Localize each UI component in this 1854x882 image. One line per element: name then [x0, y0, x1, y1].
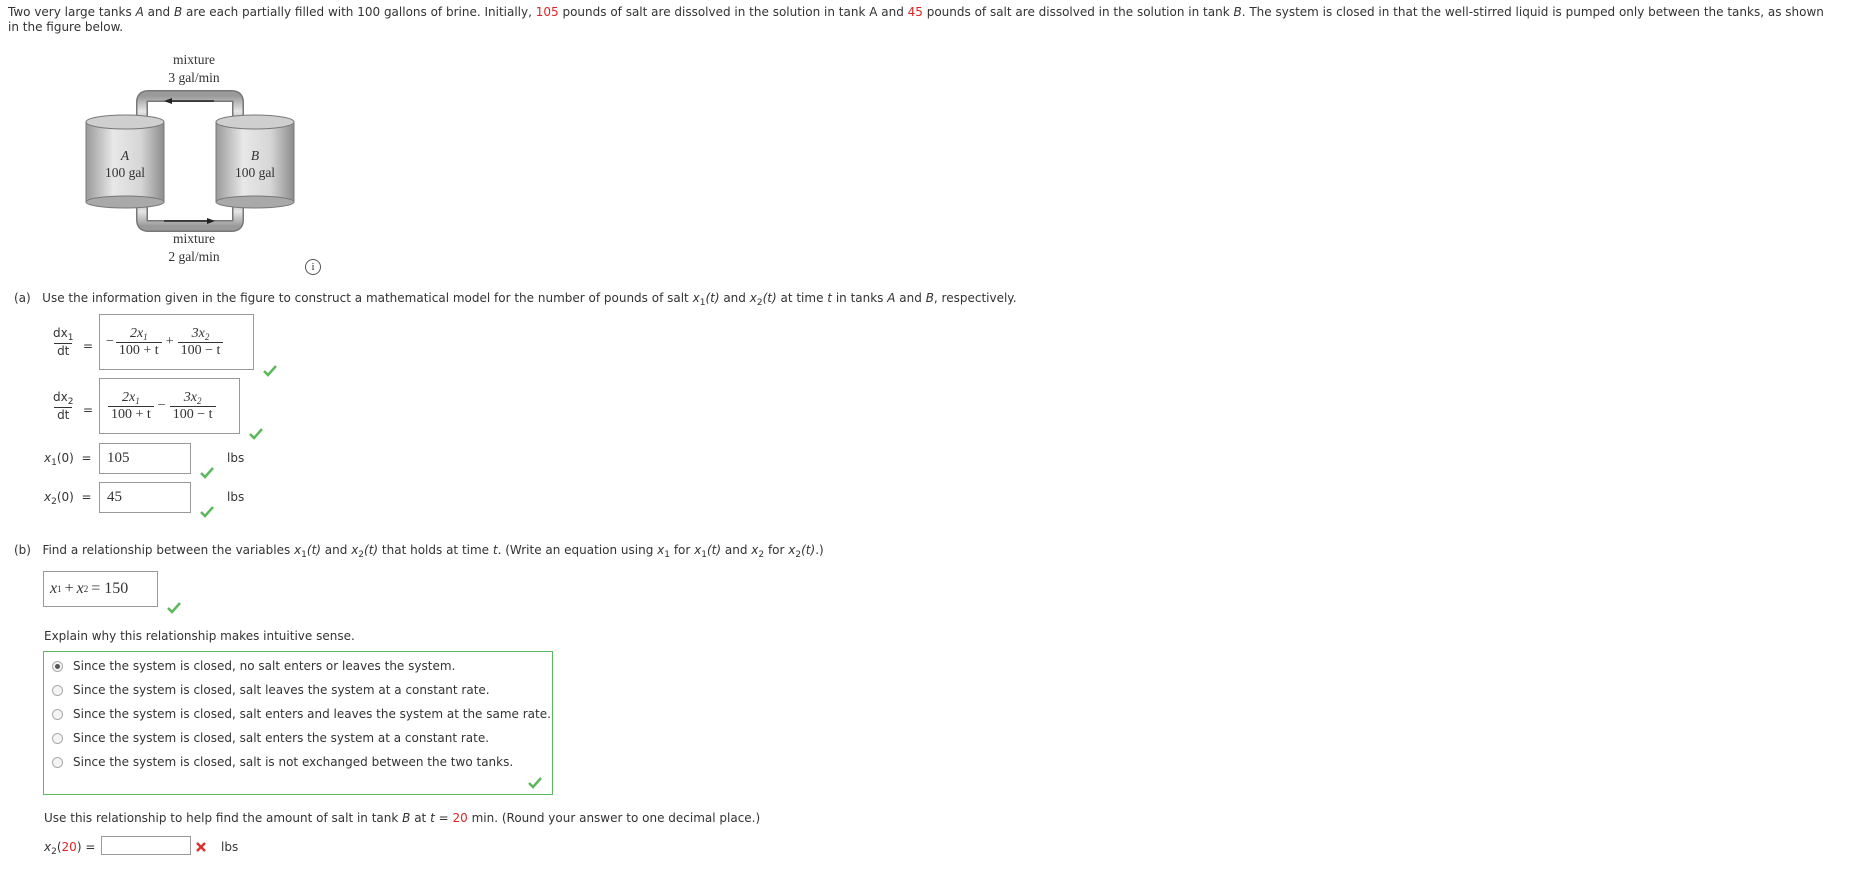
- x2-initial-input[interactable]: 45: [99, 482, 191, 513]
- relationship-answer-box[interactable]: x 1 + x 2 = 150: [43, 571, 158, 607]
- top-rate-label: 3 gal/min: [168, 70, 220, 85]
- choice-0[interactable]: [52, 656, 455, 676]
- x1-initial-label: $x_1(0)$ =: [44, 451, 92, 468]
- eq1-minus: −: [106, 334, 114, 349]
- check-icon: [263, 365, 277, 377]
- x2-20-label: $x_2(20)$ =: [44, 840, 96, 857]
- choice-label: Since the system is closed, salt enters and leaves the system at the same rate.: [73, 707, 551, 721]
- dx2-dt-answer-box[interactable]: $\frac{2x_1}{100 + t}$ − $\frac{3x_2}{100 - t}$: [99, 378, 240, 434]
- problem-intro: Two very large tanks A and B are each partially filled with 100 gallons of brine. Initially, 105 pounds of salt are dissolved in the solution in tank A and 45 pounds of salt are dissolved in the solution in tank B. The system is closed in that the well-stirred liquid is pumped only between the tanks, as shown in the figure below.: [8, 5, 1824, 34]
- x2-20-input[interactable]: [101, 836, 191, 855]
- radio-selected[interactable]: [52, 661, 63, 672]
- salt-b-value: 45: [907, 5, 923, 19]
- x-icon: [195, 841, 207, 853]
- dx1-dt-label: $\frac{dx_1}{dt}$: [53, 326, 74, 358]
- radio[interactable]: [52, 757, 63, 768]
- radio[interactable]: [52, 733, 63, 744]
- eq1-equals: =: [83, 339, 94, 353]
- radio[interactable]: [52, 685, 63, 696]
- choice-label: Since the system is closed, no salt enters or leaves the system.: [73, 659, 456, 673]
- explain-prompt: Explain why this relationship makes intuitive sense.: [44, 629, 355, 643]
- check-icon: [200, 506, 214, 518]
- choice-label: Since the system is closed, salt enters the system at a constant rate.: [73, 731, 490, 745]
- choice-label: Since the system is closed, salt is not exchanged between the two tanks.: [73, 755, 514, 769]
- x2-20-unit: lbs: [221, 840, 239, 854]
- explanation-choices: [43, 651, 553, 795]
- radio[interactable]: [52, 709, 63, 720]
- tank-b-capacity: 100 gal: [234, 165, 276, 180]
- x2-initial-label: $x_2(0)$ =: [44, 490, 92, 507]
- tank-a-capacity: 100 gal: [104, 165, 146, 180]
- check-icon: [200, 467, 214, 479]
- part-a-question: (a) Use the information given in the figure to construct a mathematical model for the number of pounds of salt $x_1(t)$ and $x_2(t)$ at time t in tanks A and B, respectively.: [14, 291, 1017, 308]
- dx1-dt-answer-box[interactable]: − $\frac{2x_1}{100 + t}$ + $\frac{3x_2}{100 - t}$: [99, 314, 254, 370]
- choice-label: Since the system is closed, salt leaves the system at a constant rate.: [73, 683, 490, 697]
- check-icon: [167, 602, 181, 614]
- part-b-question: (b) Find a relationship between the variables $x_1(t)$ and $x_2(t)$ that holds at time t. (Write an equation using $x_1$ for $x_1(t)$ and $x_2$ for $x_2(t)$.): [14, 543, 824, 560]
- eq1-operator: +: [165, 334, 174, 349]
- choice-3[interactable]: [52, 728, 489, 748]
- top-mixture-label: mixture: [173, 52, 215, 67]
- choice-2[interactable]: [52, 704, 551, 724]
- tank-figure: [84, 52, 314, 274]
- choice-4[interactable]: [52, 752, 513, 772]
- salt-a-value: 105: [535, 5, 559, 19]
- eq2-equals: =: [83, 403, 94, 417]
- tank-b-letter: B: [250, 148, 260, 163]
- choice-1[interactable]: [52, 680, 490, 700]
- eq2-operator: −: [157, 398, 166, 413]
- tank-a-letter: A: [120, 148, 130, 163]
- use-relationship-prompt: Use this relationship to help find the amount of salt in tank B at t = 20 min. (Round your answer to one decimal place.): [44, 811, 761, 825]
- check-icon: [528, 777, 542, 789]
- bottom-mixture-label: mixture: [173, 231, 215, 246]
- bottom-rate-label: 2 gal/min: [168, 249, 220, 264]
- info-icon[interactable]: i: [305, 259, 321, 275]
- x1-initial-input[interactable]: 105: [99, 443, 191, 474]
- x2-unit: lbs: [227, 490, 245, 504]
- x1-unit: lbs: [227, 451, 245, 465]
- dx2-dt-label: $\frac{dx_2}{dt}$: [53, 390, 74, 422]
- check-icon: [249, 428, 263, 440]
